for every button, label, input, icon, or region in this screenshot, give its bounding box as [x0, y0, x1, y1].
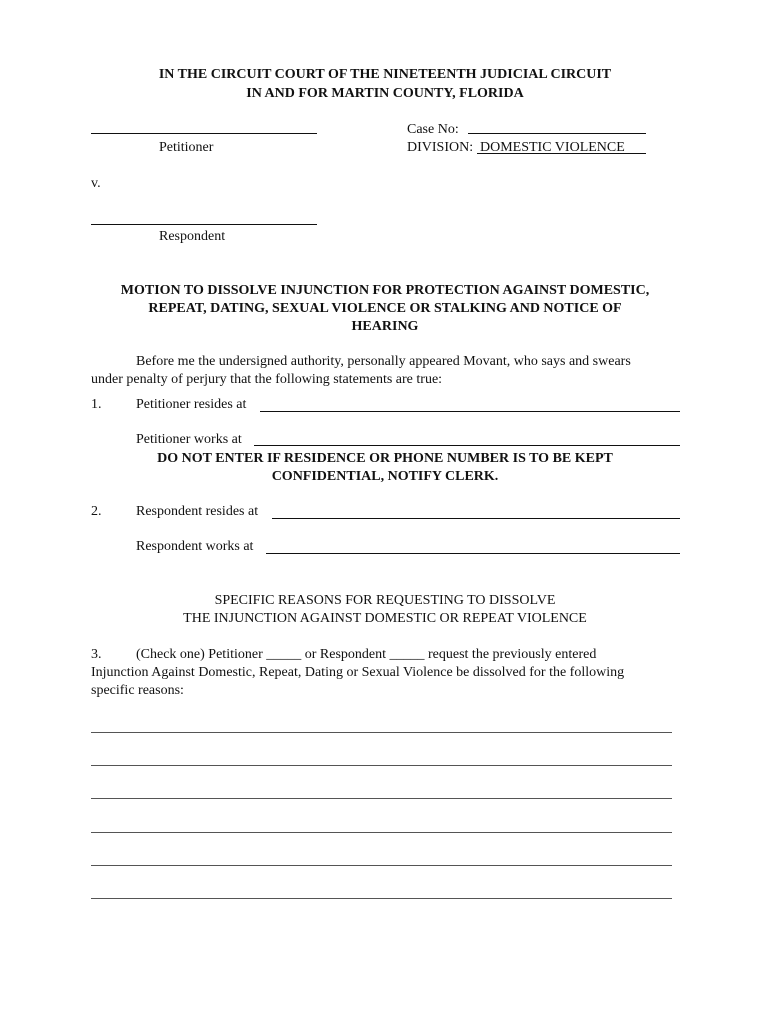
intro-line-2: under penalty of perjury that the following statements are true: [91, 372, 443, 387]
reason-line[interactable] [91, 798, 672, 799]
court-header-line-1: IN THE CIRCUIT COURT OF THE NINETEENTH JUDICIAL CIRCUIT [158, 67, 612, 82]
motion-title-line-3: HEARING [351, 319, 419, 334]
petitioner-work-field[interactable] [254, 445, 680, 446]
petitioner-name-field[interactable] [91, 133, 317, 134]
reason-line[interactable] [91, 732, 672, 733]
item-2-number: 2. [91, 504, 102, 519]
division-value: DOMESTIC VIOLENCE [480, 140, 625, 155]
item-3-number: 3. [91, 647, 102, 662]
item-3-line-2: Injunction Against Domestic, Repeat, Dating or Sexual Violence be dissolved for the following [91, 665, 625, 680]
respondent-residence-field[interactable] [272, 518, 680, 519]
reason-line[interactable] [91, 832, 672, 833]
confidential-notice-line-2: CONFIDENTIAL, NOTIFY CLERK. [271, 469, 499, 484]
confidential-notice-line-1: DO NOT ENTER IF RESIDENCE OR PHONE NUMBER IS TO BE KEPT [157, 451, 613, 466]
court-header-line-2: IN AND FOR MARTIN COUNTY, FLORIDA [246, 86, 524, 101]
petitioner-residence-field[interactable] [260, 411, 680, 412]
petitioner-label: Petitioner [159, 140, 214, 155]
versus-label: v. [91, 176, 101, 191]
item-1-number: 1. [91, 397, 102, 412]
item-3-line-1: (Check one) Petitioner _____ or Respondent _____ request the previously entered [136, 647, 597, 662]
case-no-field[interactable] [468, 133, 646, 134]
petitioner-resides-label: Petitioner resides at [136, 397, 247, 412]
reason-line[interactable] [91, 865, 672, 866]
section-heading-line-1: SPECIFIC REASONS FOR REQUESTING TO DISSOLVE [214, 593, 556, 608]
reason-line[interactable] [91, 765, 672, 766]
reason-line[interactable] [91, 898, 672, 899]
respondent-name-field[interactable] [91, 224, 317, 225]
item-3-line-3: specific reasons: [91, 683, 184, 698]
case-no-label: Case No: [407, 122, 459, 137]
motion-title-line-1: MOTION TO DISSOLVE INJUNCTION FOR PROTECTION AGAINST DOMESTIC, [120, 283, 650, 298]
petitioner-works-label: Petitioner works at [136, 432, 242, 447]
intro-line-1: Before me the undersigned authority, personally appeared Movant, who says and swears [136, 354, 631, 369]
respondent-work-field[interactable] [266, 553, 680, 554]
division-label: DIVISION: [407, 140, 474, 155]
division-field [477, 153, 646, 154]
respondent-works-label: Respondent works at [136, 539, 254, 554]
respondent-resides-label: Respondent resides at [136, 504, 259, 519]
respondent-label: Respondent [159, 229, 226, 244]
motion-title-line-2: REPEAT, DATING, SEXUAL VIOLENCE OR STALKING AND NOTICE OF [148, 301, 622, 316]
section-heading-line-2: THE INJUNCTION AGAINST DOMESTIC OR REPEAT VIOLENCE [183, 611, 587, 626]
